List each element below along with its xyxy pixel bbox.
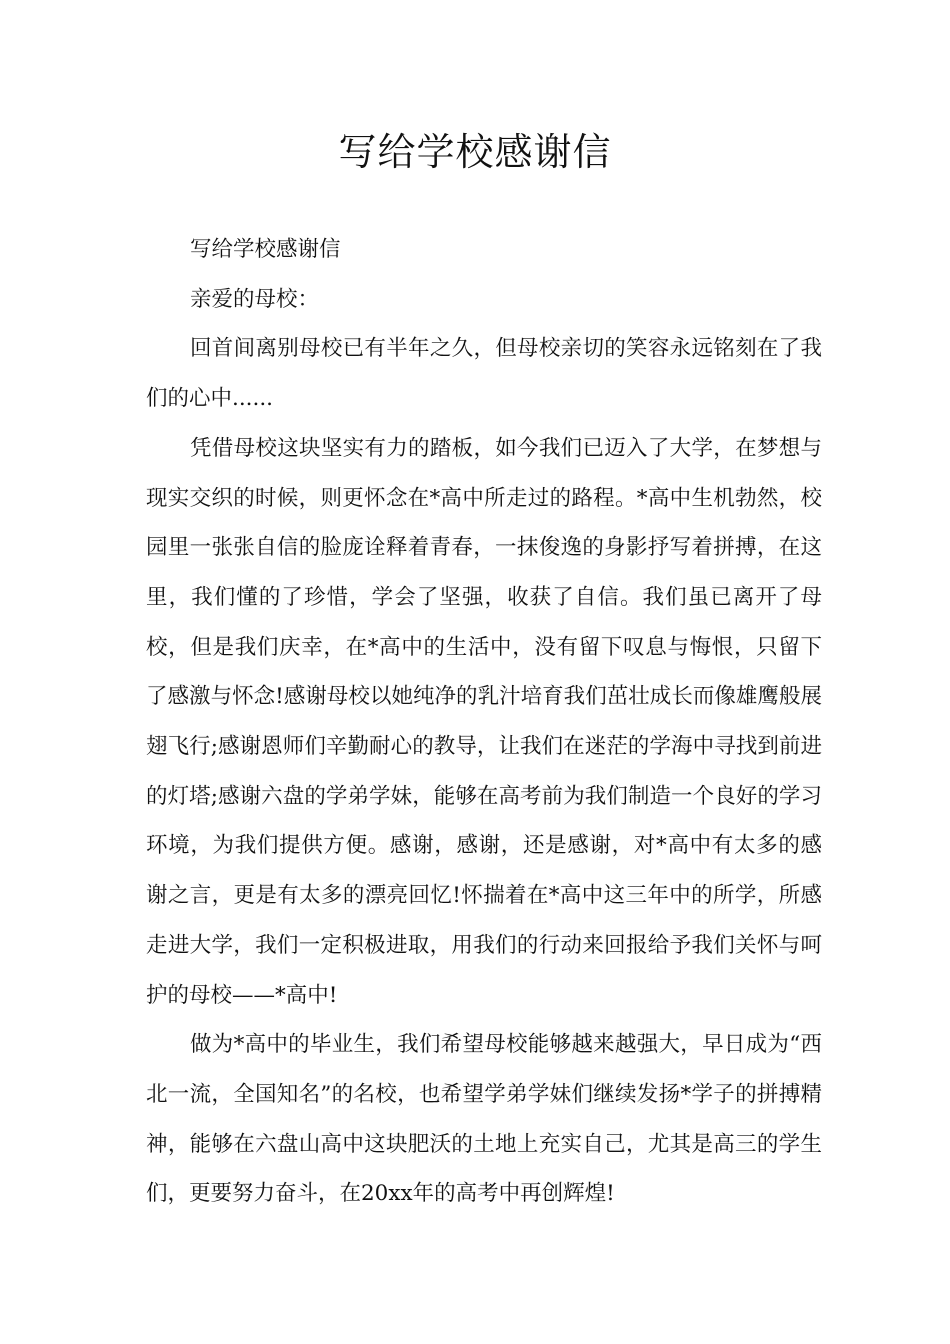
paragraph-salutation: 亲爱的母校： xyxy=(190,286,320,312)
paragraph-gratitude: 凭借母校这块坚实有力的踏板，如今我们已迈入了大学，在梦想与现实交织的时候，则更怀念在*高中所走过的路程。*高中生机勃然，校园里一张张自信的脸庞诠释着青春，一抹俊逸的身影抒写着拼搏，在这里，我们懂的了珍惜，学会了坚强，收获了自信。我们虽已离开了母校，但是我们庆幸，在*高中的生活中，没有留下叹息与悔恨，只留下了感激与怀念!感谢母校以她纯净的乳汁培育我们茁壮成长而像雄鹰般展翅飞行;感谢恩师们辛勤耐心的教导，让我们在迷茫的学海中寻找到前进的灯塔;感谢六盘的学弟学妹，能够在高考前为我们制造一个良好的学习环境，为我们提供方便。感谢，感谢，还是感谢，对*高中有太多的感谢之言，更是有太多的漂亮回忆!怀揣着在*高中这三年中的所学，所感走进大学，我们一定积极进取，用我们的行动来回报给予我们关怀与呵护的母校——*高中! xyxy=(146,435,822,1008)
paragraph-heading: 写给学校感谢信 xyxy=(190,237,341,262)
document-body xyxy=(146,225,822,1219)
paragraph-intro: 回首间离别母校已有半年之久，但母校亲切的笑容永远铭刻在了我们的心中...... xyxy=(146,336,822,412)
paragraph-wishes: 做为*高中的毕业生，我们希望母校能够越来越强大，早日成为“西北一流，全国知名”的名校，也希望学弟学妹们继续发扬*学子的拼搏精神，能够在六盘山高中这块肥沃的土地上充实自己，尤其是高三的学生们，更要努力奋斗，在20xx年的高考中再创辉煌! xyxy=(146,1032,822,1207)
document-title: 写给学校感谢信 xyxy=(338,130,612,174)
